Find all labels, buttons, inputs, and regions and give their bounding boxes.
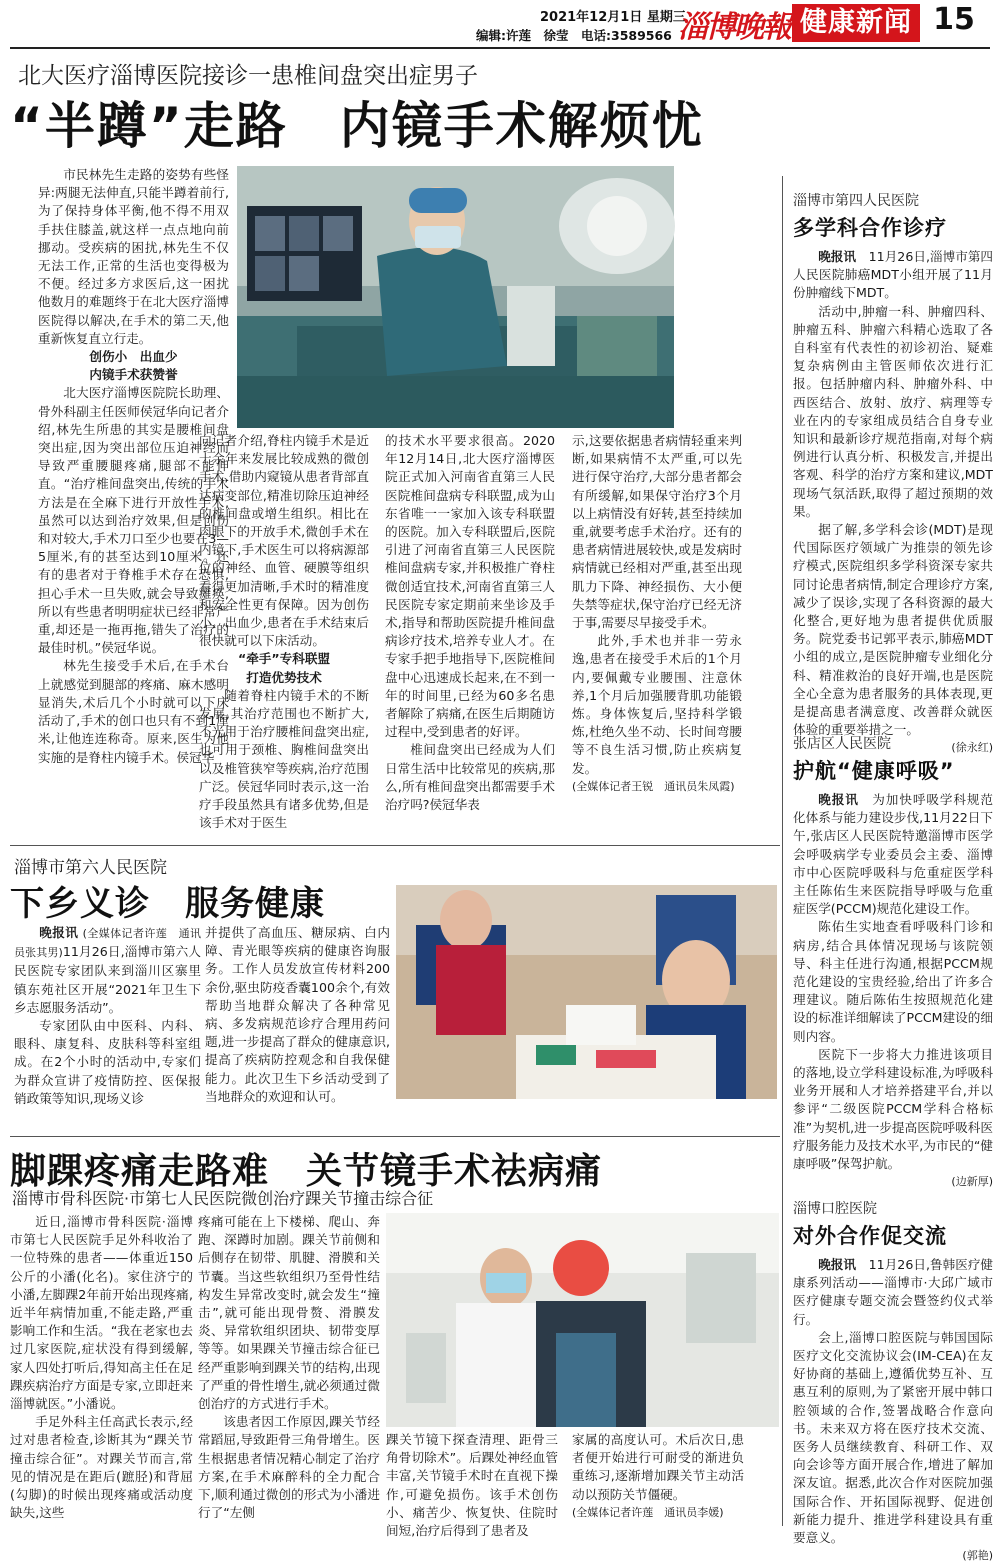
- sidebar-paragraph: 11月26日,鲁韩医疗健康系列活动——淄博市·大邱广域市医疗健康专题交流会暨签约仪式举行。: [793, 1257, 994, 1327]
- surgery-photo: [237, 166, 674, 428]
- lead-paragraph: 随着脊柱内镜手术的不断发展,其治疗范围也不断扩大,不光用于治疗腰椎间盘突出症,也可用于颈椎、胸椎间盘突出以及椎管狭窄等疾病,治疗范围广泛。侯冠华同时表示,这一治疗手段虽然具有诸多优势,但是该手术对于医生: [199, 687, 369, 831]
- ankle-paragraph: 近日,淄博市骨科医院·淄博市第七人民医院手足外科收治了一位特殊的患者——体重近150公斤的小潘(化名)。家住济宁的小潘,左脚踝2年前开始出现疼痛,近半年病情加重,不能走路,严重影响工作和生活。“我在老家也去过几家医院,症状没有得到缓解,家人四处打听后,得知高主任在足踝疾病治疗方面是专家,立即赶来淄博就医。”小潘说。: [10, 1214, 193, 1412]
- lead-paragraph: 的技术水平要求很高。2020年12月14日,北大医疗淄博医院正式加入河南省直第三人民医院椎间盘病专科联盟,成为山东省唯一一家加入该专科联盟的医院。加入专科联盟后,医院引进了河南省直第三人民医院椎间盘病专家,并积极推广脊柱微创适宜技术,河南省直第三人民医院专家定期前来坐诊及手术,指导和帮助医院提升椎间盘病诊疗技术,培养专业人才。在专家手把手地指导下,医院椎间盘中心迅速成长起来,在不到一年的时间里,已经为60多名患者解除了病痛,在医生后期随访过程中,受到患者的好评。: [385, 433, 555, 740]
- sidebar-lead: 晚报讯: [818, 792, 859, 807]
- lead-paragraph: 向记者介绍,脊柱内镜手术是近十余年来发展比较成熟的微创手术,借助内窥镜从患者背部直达病变部位,精准切除压迫神经的椎间盘或增生组织。相比在肉眼下的开放手术,微创手术在内镜下,手术医生可以将病源部位的神经、血管、硬膜等组织看得更加清晰,手术时的精准度和安全性更有保障。因为创伤小、出血少,患者在手术结束后很快就可以下床活动。: [199, 433, 369, 649]
- lead-column-3: [385, 432, 555, 838]
- ankle-byline: (全媒体记者许莲 通讯员李媛): [572, 1505, 724, 1519]
- sidebar-title: 多学科合作诊疗: [793, 216, 947, 240]
- sixth-paragraph: 并提供了高血压、糖尿病、白内障、青光眼等疾病的健康咨询服务。工作人员发放宣传材料200余份,驱虫防疫香囊100余个,有效帮助当地群众解决了各种常见病、多发病规范诊疗合理用药问题,进一步提高了群众的健康意识,提高了疾病防控观念和自我保健能力。此次卫生下乡活动受到了当地群众的欢迎和认可。: [205, 925, 390, 1104]
- editors-line: 编辑:许莲 徐莹 电话:3589566: [476, 28, 672, 43]
- sidebar-byline: (郭艳): [962, 1549, 993, 1563]
- lead-column-2: [199, 432, 369, 838]
- sidebar-paragraph: 陈佑生实地查看呼吸科门诊和病房,结合具体情况现场与该院领导、科主任进行沟通,根据PCCM规范化建设的宝贵经验,给出了许多合理建议。随后陈佑生按照规范化建设的标准详细解读了PCCM建设的细则内容。: [793, 919, 993, 1044]
- sidebar-title: 对外合作促交流: [793, 1224, 947, 1248]
- lead-kicker: 北大医疗淄博医院接诊一患椎间盘突出症男子: [18, 63, 478, 89]
- lead-byline: (全媒体记者王锐 通讯员朱凤霞): [572, 779, 735, 793]
- sixth-lead: 晚报讯: [39, 925, 79, 940]
- sidebar-paragraph: 据了解,多学科会诊(MDT)是现代国际医疗领域广为推崇的领先诊疗模式,医院组织多学科资深专家共同讨论患者病情,制定合理诊疗方案,减少了误诊,实现了各科资源的最大化整合,更好地为患者提供优质服务。院党委书记郭平表示,肺癌MDT小组的成立,是医院肿瘤专业细化分科、精准救治的良好开端,也是医院全心全意为患者服务的具体表现,更是提高患者满意度、改善群众就医体验的重要举措之一。: [793, 522, 993, 738]
- sidebar-paragraph: 活动中,肿瘤一科、肿瘤四科、肿瘤五科、肿瘤六科精心选取了各自科室有代表性的初诊初治、疑难复杂病例由主管医师依次进行汇报。包括肿瘤内科、肿瘤外科、中西医结合、放射、放疗、病理等专业在内的专家组成员结合自身专业知识和最新诊疗规范指南,对每个病例进行认真分析、积极发言,并提出客观、科学的治疗方案和建议,MDT现场气氛活跃,取得了超过预期的效果。: [793, 303, 993, 519]
- section-badge: 健康新闻: [792, 4, 920, 42]
- ankle-kicker: 淄博市骨科医院·市第七人民医院微创治疗踝关节撞击综合征: [12, 1189, 434, 1208]
- ankle-paragraph: 踝关节镜下探查清理、距骨三角骨切除术”。后踝处神经血管丰富,关节镜手术时在直视下操作,可避免损伤。该手术创伤小、痛苦少、恢复快、住院时间短,治疗后得到了患者及: [386, 1432, 558, 1539]
- lead-paragraph: 市民林先生走路的姿势有些怪异:两腿无法伸直,只能半蹲着前行,为了保持身体平衡,他不得不用双手扶住膝盖,就这样一点点地向前挪动。受疾病的困扰,林先生不仅无法工作,正常的生活也变得极为不便。经过多方求医后,这一困扰他数月的难题终于在北大医疗淄博医院得以解决,在手术的第二天,他重新恢复直立行走。: [38, 167, 229, 346]
- sidebar-item-zhangdian-hospital: [793, 733, 993, 1188]
- lead-subhead: 内镜手术获赞誉: [89, 367, 178, 383]
- sidebar-byline: (徐永红): [951, 741, 993, 755]
- masthead: [0, 0, 1000, 48]
- sidebar-body: [793, 1256, 994, 1563]
- sixth-hospital-name: 淄博市第六人民医院: [14, 858, 167, 878]
- sixth-column-2: [205, 924, 390, 1114]
- sidebar-title: 护航“健康呼吸”: [793, 759, 955, 783]
- ankle-paragraph: 疼痛可能在上下楼梯、爬山、奔跑、深蹲时加剧。踝关节前侧和后侧存在韧带、肌腱、滑膜和关节囊。当这些软组织乃至骨性结构发生异常改变时,就会发生“撞击”,就可能出现骨赘、滑膜发炎、异常软组织团块、韧带变厚等等。如果踝关节撞击综合征已经严重影响到踝关节的结构,出现了严重的骨性增生,就必须通过微创治疗的方式进行手术。: [198, 1214, 380, 1412]
- lead-subhead: 打造优势技术: [246, 669, 322, 685]
- newspaper-logo: 淄博晚報: [678, 10, 790, 45]
- ankle-paragraph: 手足外科主任高武长表示,经过对患者检查,诊断其为“踝关节撞击综合征”。对踝关节而言,常见的情况是在距后(蹠胫)和背屈(勾脚)的时候出现疼痛或活动度缺失,这些: [10, 1414, 193, 1521]
- sidebar-hospital-name: 淄博市第四人民医院: [793, 193, 919, 209]
- lead-subhead: “牵手”专科联盟: [237, 651, 331, 667]
- sidebar-paragraph: 为加快呼吸学科规范化体系与能力建设步伐,11月22日下午,张店区人民医院特邀淄博市医学会呼吸病学专业委员会主委、淄博市中心医院呼吸科与危重症医学科主任陈佑生来医院指导呼吸与危重症医学(PCCM)规范化建设工作。: [793, 792, 994, 917]
- sidebar-paragraph: 11月26日,淄博市第四人民医院肺癌MDT小组开展了11月份肿瘤线下MDT。: [793, 249, 994, 301]
- sixth-column-1: [14, 924, 201, 1114]
- sixth-paragraph: 专家团队由中医科、内科、眼科、康复科、皮肤科等科室组成。在2个小时的活动中,专家们为群众宣讲了疫情防控、医保报销政策等知识,现场义诊: [14, 1018, 201, 1106]
- lead-headline: “半蹲”走路 内镜手术解烦忧: [10, 97, 704, 155]
- free-clinic-photo: [396, 885, 777, 1099]
- sidebar-paragraph: 会上,淄博口腔医院与韩国国际医疗文化交流协议会(IM-CEA)在友好协商的基础上,遵循优势互补、互惠互利的原则,为了紧密开展中韩口腔领域的合作,签署战略合作意向书。未来双方将在医疗技术交流、医务人员继续教育、科研工作、双向会诊等方面开展合作,增进了解加深友谊。据悉,此次合作对医院加强国际合作、开拓国际视野、促进创新能力提升、推进学科建设具有重要意义。: [793, 1329, 993, 1546]
- doctor-patient-photo: [386, 1213, 779, 1427]
- section-divider: [10, 1136, 780, 1137]
- sidebar-divider: [782, 176, 783, 1526]
- sixth-headline: 下乡义诊 服务健康: [10, 884, 325, 924]
- lead-paragraph: 椎间盘突出已经成为人们日常生活中比较常见的疾病,那么,所有椎间盘突出都需要手术治疗吗?侯冠华表: [385, 742, 555, 813]
- sidebar-lead: 晚报讯: [818, 249, 857, 264]
- page-number: 15: [933, 2, 975, 37]
- lead-subhead: 创伤小 出血少: [89, 349, 178, 365]
- sixth-credit: (全媒体记者许莲 通讯员张其男): [14, 927, 202, 960]
- ankle-paragraph: 家属的高度认可。术后次日,患者便开始进行可耐受的渐进负重练习,逐渐增加踝关节主动活动以预防关节僵硬。: [572, 1432, 744, 1502]
- sidebar-hospital-name: 张店区人民医院: [793, 736, 891, 752]
- lead-paragraph: 示,这要依据患者病情轻重来判断,如果病情不太严重,可以先进行保守治疗,大部分患者都会有所缓解,如果保守治疗3个月以上病情没有好转,甚至持续加重,就要考虑手术治疗。还有的患者病情进展较快,或是发病时病情就已经相对严重,甚至出现肌力下降、神经损伤、大小便失禁等症状,保守治疗已经无济于事,需要尽早接受手术。: [572, 433, 742, 631]
- ankle-column-4: [572, 1431, 744, 1533]
- lead-paragraph: 林先生接受手术后,在手术台上就感觉到腿部的疼痛、麻木感明显消失,术后几个小时就可以下床活动了,手术的创口也只有不到1厘米,让他连连称奇。原来,医生为他实施的是脊柱内镜手术。侯冠华: [38, 658, 229, 765]
- ankle-column-3: [386, 1431, 558, 1539]
- sidebar-body: [793, 791, 994, 1189]
- masthead-rule: [10, 47, 990, 49]
- sidebar-lead: 晚报讯: [818, 1257, 857, 1272]
- lead-paragraph: 此外,手术也并非一劳永逸,患者在接受手术后的1个月内,要佩戴专业腰围、注意休养,1个月后加强腰背肌功能锻炼。身体恢复后,坚持科学锻炼,杜绝久坐不动、长时间弯腰等不良生活习惯,防止疾病复发。: [572, 633, 742, 776]
- sidebar-hospital-name: 淄博口腔医院: [793, 1201, 877, 1217]
- ankle-paragraph: 该患者因工作原因,踝关节经常蹈屈,导致距骨三角骨增生。医生根据患者情况精心制定了治疗方案,在手术麻醉科的全力配合下,顺利通过微创的形式为小潘进行了“左侧: [198, 1414, 380, 1521]
- sidebar-byline: (边新厚): [951, 1175, 993, 1189]
- sidebar-paragraph: 医院下一步将大力推进该项目的落地,设立学科建设标准,为呼吸科业务开展和人才培养搭建平台,并以参评“二级医院PCCM学科合格标准”为契机,进一步提高医院呼吸科医疗服务能力及技术水平,为市民的“健康呼吸”保驾护航。: [793, 1046, 993, 1172]
- section-divider: [10, 845, 780, 846]
- lead-paragraph: 北大医疗淄博医院院长助理、骨外科副主任医师侯冠华向记者介绍,林先生所患的其实是腰椎间盘突出症,因为突出部位压迫神经而导致严重腰腿疼痛,腿部不能伸直。“治疗椎间盘突出,传统的手术方法是在全麻下进行开放性手术,虽然可以达到治疗效果,但是创伤和对较大,手术刀口至少也要在3—5厘米,有的甚至达到10厘米。还有的患者对于脊椎手术存在恐惧,担心手术一旦失败,就会导致瘫痪,所以有些患者明明症状已经非常严重,却还是一拖再拖,错失了治疗的最佳时机。”侯冠华说。: [38, 385, 229, 656]
- ankle-headline: 脚踝疼痛走路难 关节镜手术祛病痛: [10, 1151, 603, 1192]
- issue-date: 2021年12月1日 星期三: [540, 10, 686, 25]
- ankle-column-2: [198, 1213, 380, 1533]
- lead-column-4: [572, 432, 742, 838]
- ankle-column-1: [10, 1213, 193, 1533]
- sixth-paragraph: 11月26日,淄博市第六人民医院专家团队来到淄川区寨里镇东苑社区开展“2021年卫生下乡志愿服务活动”。: [14, 944, 201, 1015]
- sidebar-item-dental-hospital: [793, 1198, 994, 1563]
